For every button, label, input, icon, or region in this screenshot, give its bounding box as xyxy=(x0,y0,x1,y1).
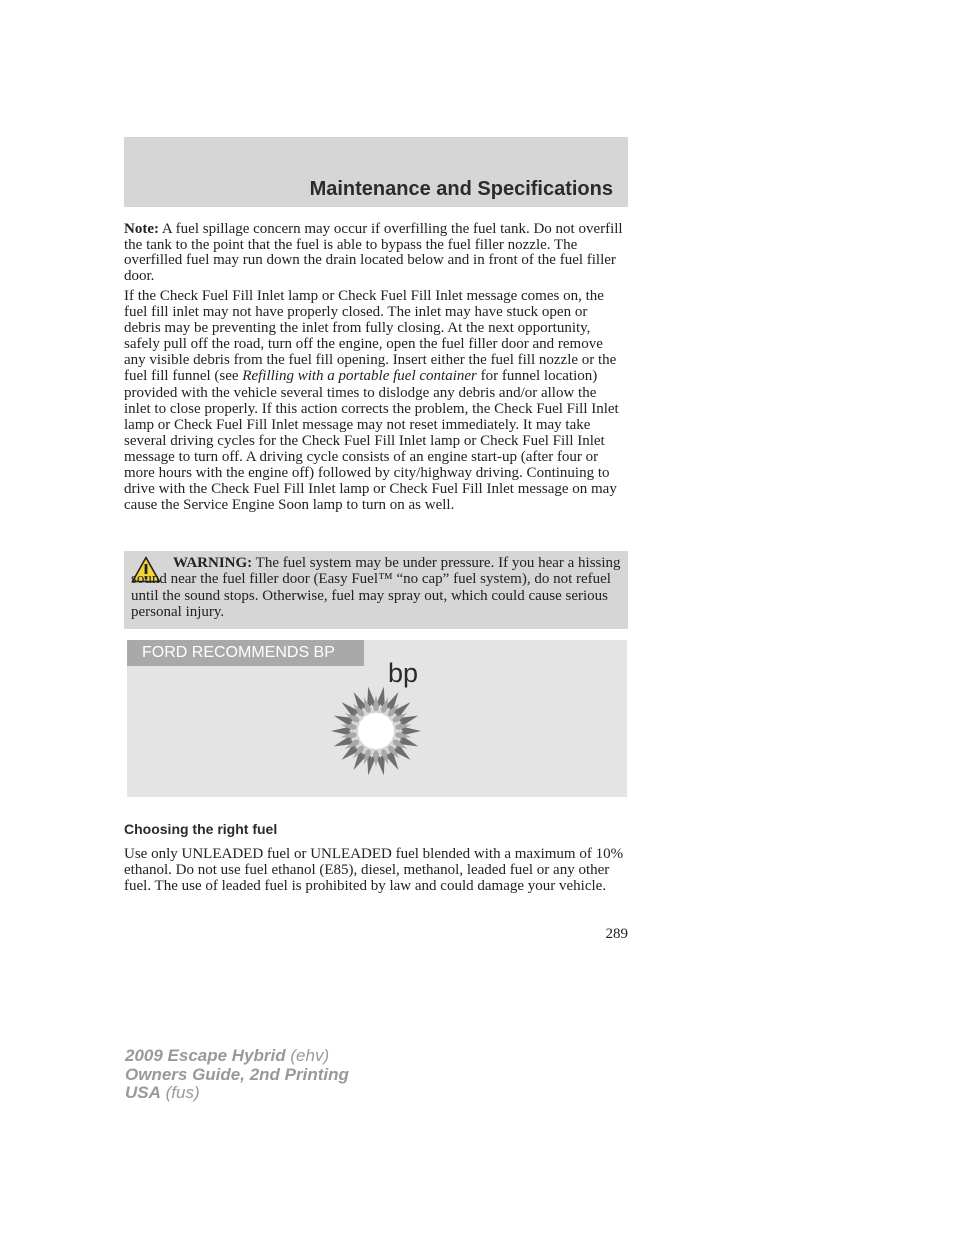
page-number: 289 xyxy=(605,926,628,942)
bp-panel-label: FORD RECOMMENDS BP xyxy=(127,640,364,666)
bp-helios-logo-icon xyxy=(330,685,422,777)
footer-line-1 xyxy=(125,1047,349,1066)
footer-market: USA xyxy=(125,1083,161,1102)
warning-body: The fuel system may be under pressure. If you hear a hissing sound near the fuel filler door (Easy Fuel™ “no cap” fuel system), do not refuel until the sound stops. Otherwise, fuel may spray out, which could cause serious personal injury. xyxy=(131,555,621,621)
warning-text xyxy=(131,555,621,621)
section-title: Maintenance and Specifications xyxy=(309,178,613,200)
bp-logo-ray xyxy=(402,727,421,736)
note-paragraph xyxy=(124,222,624,284)
bp-recommendation-panel xyxy=(127,640,627,797)
note-text: A fuel spillage concern may occur if overfilling the fuel tank. Do not overfill the tank to the point that the fuel is able to bypass the fuel filler nozzle. The overfilled fuel may run down the drain located below and in front of the fuel filler door. xyxy=(124,221,623,284)
footer-printing: Owners Guide, 2nd Printing xyxy=(125,1064,349,1084)
refilling-reference: Refilling with a portable fuel container xyxy=(242,368,477,385)
fuel-inlet-text-part1: If the Check Fuel Fill Inlet lamp or Check Fuel Fill Inlet message comes on, the fuel fill inlet may not have properly closed. The inlet may have stuck open or debris may be preventing the inlet from fully closing. At the next opportunity, safely pull off the road, turn off the engine, open the fuel filler door and remove any visible debris from the fuel fill opening. Insert either the fuel fill nozzle or the fuel fill funnel (see xyxy=(124,288,617,385)
footer-line-3 xyxy=(125,1084,349,1103)
footer-model: 2009 Escape Hybrid xyxy=(125,1046,286,1065)
fuel-inlet-paragraph xyxy=(124,288,624,513)
bp-logo-ray xyxy=(331,727,350,736)
footer-market-code: (fus) xyxy=(160,1083,200,1102)
footer-line-2 xyxy=(125,1066,349,1085)
document-footer xyxy=(125,1047,349,1103)
section-header-bar xyxy=(124,137,628,207)
warning-box xyxy=(124,551,628,629)
fuel-inlet-text-part2: for funnel location) provided with the vehicle several times to dislodge any debris and/or allow the inlet to close properly. If this action corrects the problem, the Check Fuel Fill Inlet lamp or Check Fuel Fill Inlet message may not reset immediately. It may take several driving cycles for the Check Fuel Fill Inlet lamp or Check Fuel Fill Inlet message to turn off. A driving cycle consists of an engine start-up (after four or more hours with the engine off) followed by city/highway driving. Continuing to drive with the Check Fuel Fill Inlet lamp or Check Fuel Fill Inlet message on may cause the Service Engine Soon lamp to turn on as well. xyxy=(124,368,619,514)
note-label: Note: xyxy=(124,221,159,237)
section-heading-choosing-fuel: Choosing the right fuel xyxy=(124,821,278,837)
footer-model-code: (ehv) xyxy=(285,1046,330,1065)
warning-label: WARNING: xyxy=(173,555,253,571)
fuel-choice-paragraph: Use only UNLEADED fuel or UNLEADED fuel blended with a maximum of 10% ethanol. Do not use fuel ethanol (E85), diesel, methanol, leaded fuel or any other fuel. The use of leaded fuel is prohibited by law and could damage your vehicle. xyxy=(124,846,624,895)
bp-logo-text: bp xyxy=(388,658,419,688)
